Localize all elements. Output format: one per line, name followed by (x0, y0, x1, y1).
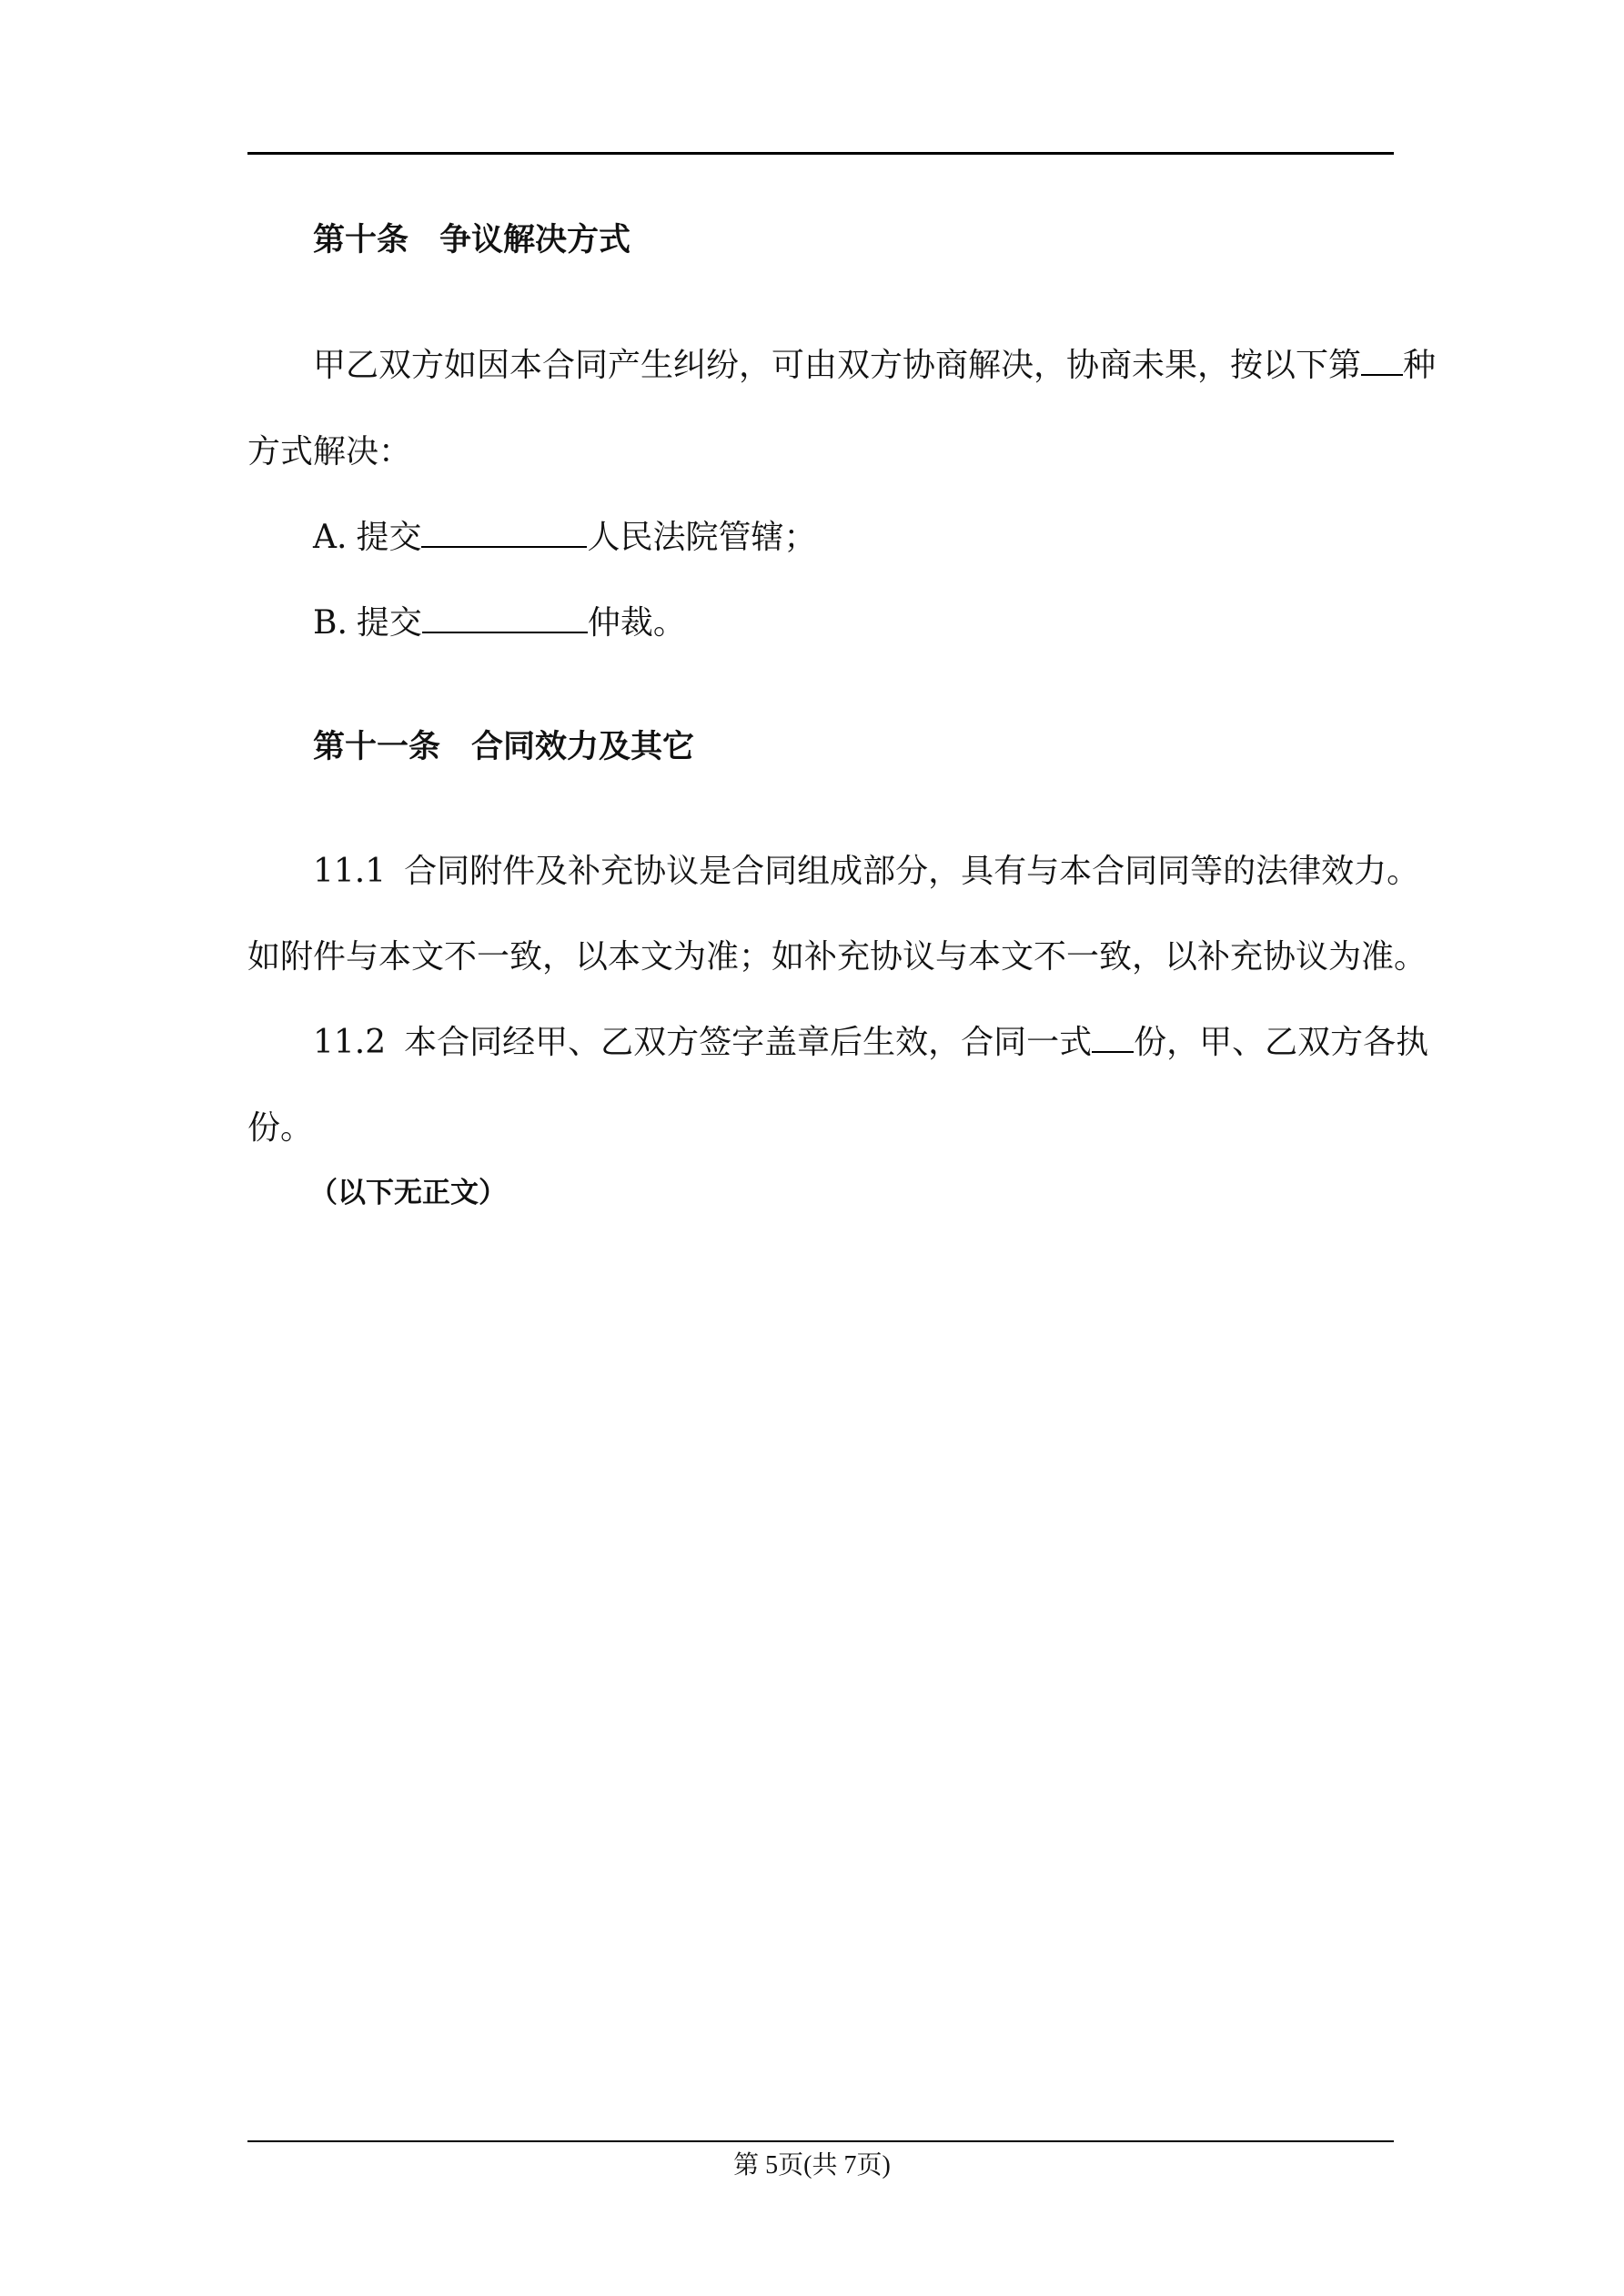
copies-count-blank[interactable] (1092, 1026, 1134, 1053)
option-b-label: B. (313, 604, 348, 642)
article-11-title: 合同效力及其它 (471, 728, 695, 765)
clause-11-1-text: 合同附件及补充协议是合同组成部分，具有与本合同同等的法律效力。 (404, 853, 1420, 890)
article-11-heading (313, 727, 694, 767)
clause-11-2-text: 本合同经甲、乙双方签字盖章后生效，合同一式 (404, 1024, 1093, 1061)
clause-11-2-text-end: 份，甲、乙双方各执 (1134, 1024, 1429, 1061)
option-b-text-end: 仲裁。 (587, 604, 686, 642)
option-a-text-end: 人民法院管辖； (587, 519, 817, 556)
option-a (313, 518, 816, 558)
clause-11-1-line2: 如附件与本文不一致，以本文为准；如补充协议与本文不一致，以补充协议为准。 (247, 938, 1427, 976)
header-rule (247, 152, 1394, 155)
clause-11-1-number: 11.1 (313, 853, 387, 890)
option-a-text: 提交 (356, 519, 422, 556)
article-10-heading (313, 220, 630, 260)
article-11-number: 第十一条 (313, 728, 441, 765)
court-name-blank[interactable] (421, 521, 587, 548)
article-10-title: 争议解决方式 (439, 221, 631, 258)
article-10-number: 第十条 (313, 221, 409, 258)
footer-rule (247, 2140, 1394, 2142)
option-b (313, 603, 686, 643)
article-10-text: 甲乙双方如因本合同产生纠纷，可由双方协商解决，协商未果，按以下第 (313, 347, 1362, 384)
option-a-label: A. (313, 519, 348, 556)
option-b-text: 提交 (356, 604, 422, 642)
clause-11-2-line2: 份。 (247, 1109, 314, 1147)
dispute-option-blank[interactable] (1361, 349, 1403, 376)
article-10-text-end: 种 (1403, 347, 1437, 384)
clause-11-2-line1 (313, 1023, 1428, 1063)
article-10-paragraph-line1 (313, 346, 1436, 386)
page-number: 第 5页(共 7页) (733, 2151, 891, 2180)
end-note: （以下无正文） (309, 1177, 507, 1209)
arbitration-name-blank[interactable] (422, 606, 588, 633)
clause-11-1-line1 (313, 852, 1419, 892)
article-10-paragraph-line2: 方式解决： (247, 433, 412, 470)
clause-11-2-number: 11.2 (313, 1024, 387, 1061)
